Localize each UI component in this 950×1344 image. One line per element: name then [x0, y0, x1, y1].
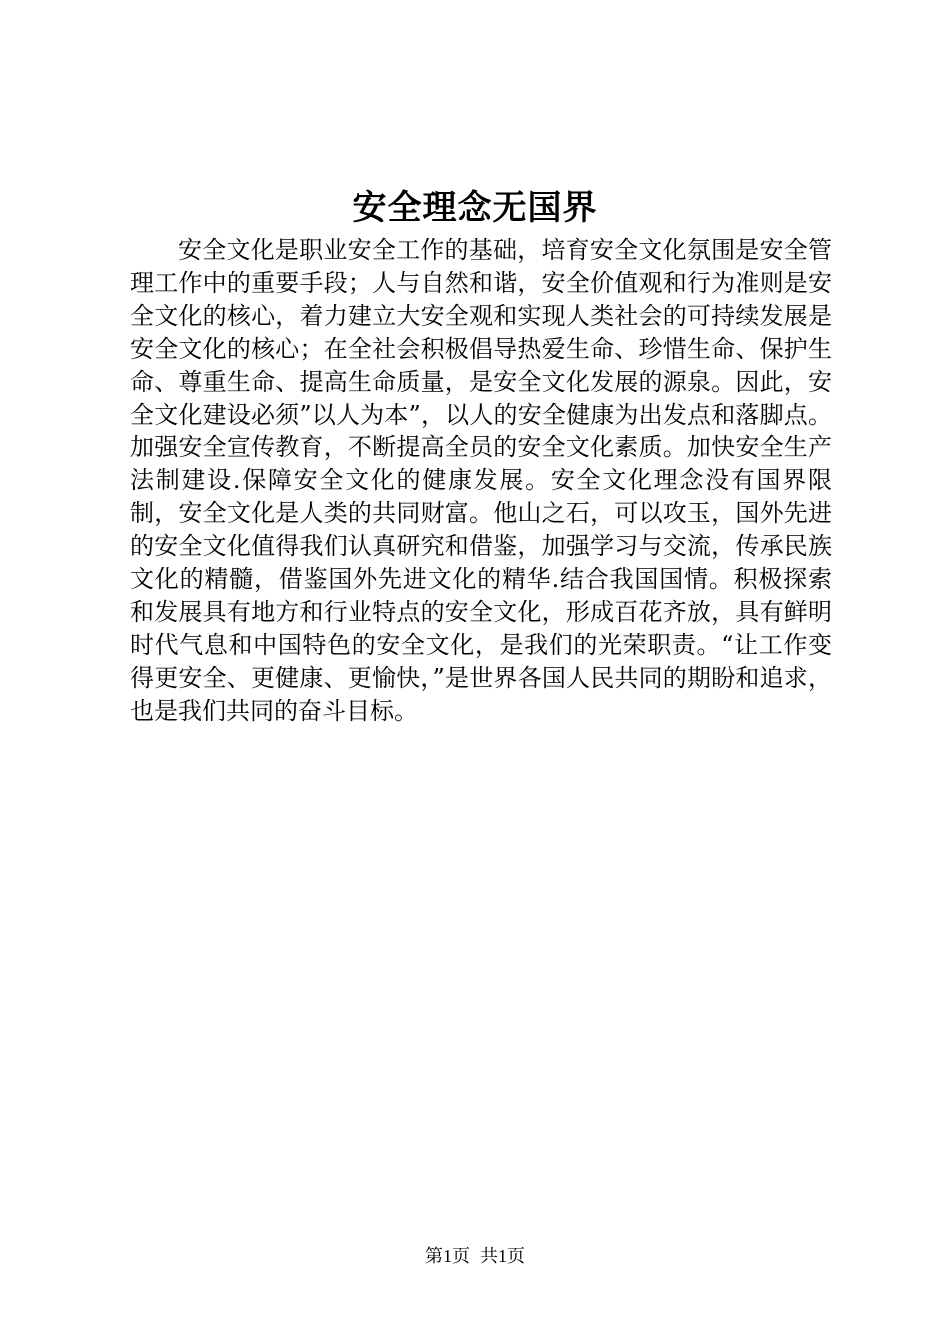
body-paragraph: 安全文化是职业安全工作的基础，培育安全文化氛围是安全管理工作中的重要手段；人与自然和谐，安全价值观和行为准则是安全文化的核心，着力建立大安全观和实现人类社会的可持续发展是安全文化的核心；在全社会积极倡导热爱生命、珍惜生命、保护生命、尊重生命、提高生命质量，是安全文化发展的源泉。因此，安全文化建设必须”以人为本”，以人的安全健康为出发点和落脚点。加强安全宣传教育，不断提高全员的安全文化素质。加快安全生产法制建设.保障安全文化的健康发展。安全文化理念没有国界限制，安全文化是人类的共同财富。他山之石，可以攻玉，国外先进的安全文化值得我们认真研究和借鉴，加强学习与交流，传承民族文化的精髓，借鉴国外先进文化的精华.结合我国国情。积极探索和发展具有地方和行业特点的安全文化，形成百花齐放，具有鲜明时代气息和中国特色的安全文化，是我们的光荣职责。“让工作变得更安全、更健康、更愉快，”是世界各国人民共同的期盼和追求，也是我们共同的奋斗目标。 — [130, 236, 832, 725]
page-footer — [0, 1244, 950, 1268]
page-number-total: 共1页 — [480, 1246, 525, 1266]
page-number-current: 第1页 — [425, 1246, 470, 1266]
page-title: 安全理念无国界 — [352, 188, 598, 228]
